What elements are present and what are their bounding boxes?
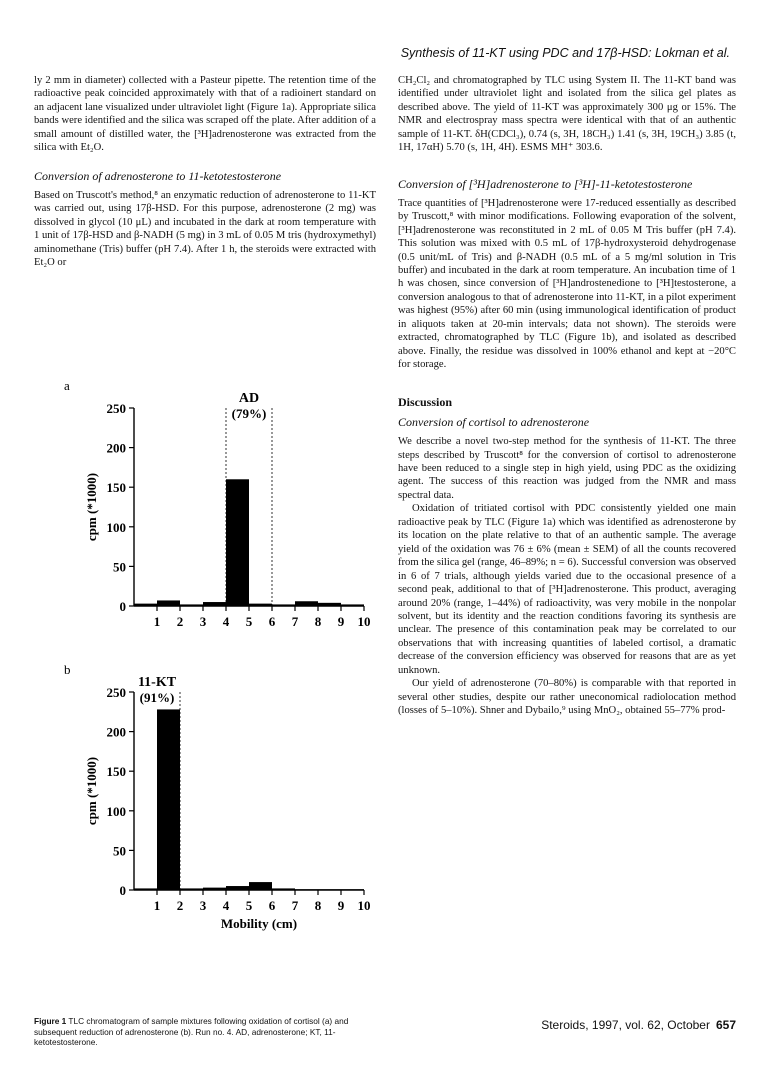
y-tick-label: 200 <box>106 724 126 740</box>
x-tick-label: 4 <box>222 898 230 913</box>
paragraph: Oxidation of tritiated cortisol with PDC consistently yielded one main radioactive peak by TLC (Figure 1a) which was identified as adrenosterone by its location on the plate relative to that of an authentic sample. The average yield of the oxidation was 76 ± 6% (mean ± SEM) of all the counts recovered from the silica gel (range, 46–89%; n = 6). Successful conversion was observed in 6 of 7 trials, although yields varied due to the occasional presence of a second peak, additional to that of [³H]adrenosterone. This product, averaging around 20% (range, 1–44%) of radioactivity, was very mobile in the nonpolar solvent, but its identity and the reaction conditions favoring its synthesis are unclear. The presence of this contamination peak may be correlated to our observations that with increasing quantities of labeled cortisol, a dramatic decrease of the conversion efficiency was observed for reasons that are as yet unknown. <box>398 503 736 676</box>
y-tick-label: 100 <box>106 519 126 535</box>
y-axis-label: cpm (*1000) <box>84 756 99 826</box>
bar <box>341 604 364 606</box>
peak-percent: (79%) <box>231 406 267 421</box>
left-column <box>34 74 376 269</box>
x-tick-label: 8 <box>314 614 322 629</box>
bar <box>272 888 295 890</box>
x-tick-label: 4 <box>222 614 230 629</box>
peak-annotation: AD <box>238 391 260 406</box>
bar <box>180 888 203 890</box>
bar <box>157 600 180 606</box>
paragraph: Based on Truscott's method,⁸ an enzymatic reduction of adrenosterone to 11-KT was carried out, using 17β-HSD. For this purpose, adrenosterone (2 mg) was dissolved in glycol (10 μL) and incubated in the dark at room temperature with 1 unit of 17β-HSD and β-NADH (5 mg) in 3 mL of 0.05 M tris (hydroxymethyl) aminomethane (Tris) buffer (pH 7.4). After 1 h, the steroids were extracted with Et₂O or <box>34 189 376 268</box>
peak-percent: (91%) <box>139 690 175 705</box>
y-tick-label: 250 <box>106 401 126 416</box>
page-number: 657 <box>715 1018 736 1032</box>
bar <box>295 889 318 890</box>
x-tick-label: 2 <box>176 898 184 913</box>
paragraph: Our yield of adrenosterone (70–80%) is comparable with that reported in several other studies, despite our rather uneconomical radiolocation method (losses of 5–10%). Shner and Dybailo,⁹ using MnO₂, obtained 55–77% prod- <box>398 678 736 717</box>
x-tick-label: 5 <box>245 614 253 629</box>
bar <box>318 889 341 890</box>
x-tick-label: 1 <box>153 898 161 913</box>
panel-label: b <box>64 662 71 677</box>
bar <box>134 604 157 606</box>
chart-panel-a <box>34 378 374 638</box>
y-tick-label: 50 <box>113 559 126 575</box>
x-tick-label: 2 <box>176 614 184 629</box>
y-tick-label: 0 <box>119 883 126 898</box>
x-tick-label: 1 <box>153 614 161 629</box>
x-tick-label: 3 <box>199 614 207 629</box>
x-tick-label: 10 <box>357 614 371 629</box>
x-tick-label: 9 <box>337 898 345 913</box>
y-axis-label: cpm (*1000) <box>84 472 99 542</box>
x-tick-label: 10 <box>357 898 371 913</box>
y-tick-label: 50 <box>113 843 126 859</box>
bar <box>226 479 249 606</box>
bar <box>249 604 272 606</box>
paragraph: Trace quantities of [³H]adrenosterone were 17-reduced essentially as described by Truscott,⁸ with minor modifications. Following evaporation of the solvent, [³H]adrenosterone was reconstituted in 2 mL of 0.05 M Tris buffer (pH 7.4). This solution was mixed with 0.5 mL of 17β-hydroxysteroid dehydrogenase (0.5 unit/mL of Tris) and β-NADH (0.5 mL of a 5 mg/ml solution in Tris buffer) and incubated in the dark at room temperature. An incubation time of 1 h was chosen, since conversion of [³H]androstenedione to [³H]testosterone, a conversion analogous to that of adrenosterone into 11-KT, in a pilot experiment was highest (95%) after 60 min (using immunological identification of product in aliquots taken at 20-min intervals; data not shown). The steroids were extracted, chromatographed by TLC (Figure 1b), and isolated as described above. Finally, the residue was dissolved in 100% ethanol and kept at −20°C for storage. <box>398 197 736 371</box>
x-tick-label: 7 <box>291 614 299 629</box>
x-tick-label: 7 <box>291 898 299 913</box>
x-tick-label: 5 <box>245 898 253 913</box>
bar <box>295 601 318 606</box>
x-tick-label: 3 <box>199 898 207 913</box>
bar <box>180 604 203 606</box>
figure-1a <box>34 378 374 643</box>
peak-annotation: 11-KT <box>137 675 177 690</box>
subsection-heading: Conversion of cortisol to adrenosterone <box>398 415 590 430</box>
x-tick-label: 9 <box>337 614 345 629</box>
section-heading: Conversion of adrenosterone to 11-ketotestosterone <box>34 168 282 183</box>
caption-label: Figure 1 <box>34 1016 67 1026</box>
y-tick-label: 200 <box>106 440 126 456</box>
right-column <box>398 74 736 718</box>
chart-panel-b <box>34 662 374 934</box>
page-footer <box>480 1018 736 1032</box>
x-tick-label: 6 <box>268 614 276 629</box>
x-tick-label: 8 <box>314 898 322 913</box>
bar <box>318 603 341 606</box>
paragraph: ly 2 mm in diameter) collected with a Pasteur pipette. The retention time of the radioactive peak coincided approximately with that of a radioinert standard on an adjacent lane visualized under ultraviolet light (Figure 1a). Appropriate silica bands were identified and the silica was scraped off the plate. After addition of a small amount of distilled water, the [³H]adrenosterone was extracted from the silica with Et₂O. <box>34 75 376 154</box>
bar <box>203 602 226 606</box>
bar <box>157 709 180 890</box>
y-tick-label: 250 <box>106 685 126 700</box>
y-tick-label: 150 <box>106 480 126 496</box>
paragraph: We describe a novel two-step method for the synthesis of 11-KT. The three steps described by Truscott⁸ for the conversion of cortisol to adrenosterone have been reduced to a single step in high yield, using PDC as the oxidizing agent. The success of this reaction was judged from the NMR and mass spectral data. <box>398 436 736 501</box>
discussion-heading: Discussion <box>398 394 453 409</box>
caption-text: TLC chromatogram of sample mixtures following oxidation of cortisol (a) and subsequent reduction of adrenosterone (b). Run no. 4. AD, adrenosterone; KT, 11-ketotestosterone. <box>34 1016 349 1048</box>
bar <box>203 888 226 890</box>
journal-citation: Steroids, 1997, vol. 62, October <box>541 1018 710 1032</box>
x-axis-label: Mobility (cm) <box>220 916 298 931</box>
bar <box>249 882 272 890</box>
bar <box>272 604 295 606</box>
y-tick-label: 150 <box>106 764 126 780</box>
paragraph: CH₂Cl₂ and chromatographed by TLC using System II. The 11-KT band was identified under ultraviolet light and isolated from the silica gel plates as described above. The yield of 11-KT was approximately 300 μg or 15%. The NMR and electrospray mass spectra were identical with that of an authentic sample of 11-KT. δH(CDCl₃), 0.74 (s, 3H, 18CH₃) 1.41 (s, 3H, 19CH₃) 3.85 (t, 1H, 17αH) 5.70 (s, 1H, 4H). ESMS MH⁺ 303.6. <box>398 75 736 154</box>
panel-label: a <box>64 378 70 393</box>
figure-1b <box>34 662 374 939</box>
running-header: Synthesis of 11-KT using PDC and 17β-HSD: Lokman et al. <box>400 46 730 60</box>
bar <box>341 889 364 890</box>
y-tick-label: 0 <box>119 599 126 614</box>
bar <box>226 886 249 890</box>
section-heading: Conversion of [³H]adrenosterone to [³H]-11-ketotestosterone <box>398 176 693 191</box>
figure-caption <box>34 1016 374 1048</box>
bar <box>134 888 157 890</box>
y-tick-label: 100 <box>106 803 126 819</box>
x-tick-label: 6 <box>268 898 276 913</box>
